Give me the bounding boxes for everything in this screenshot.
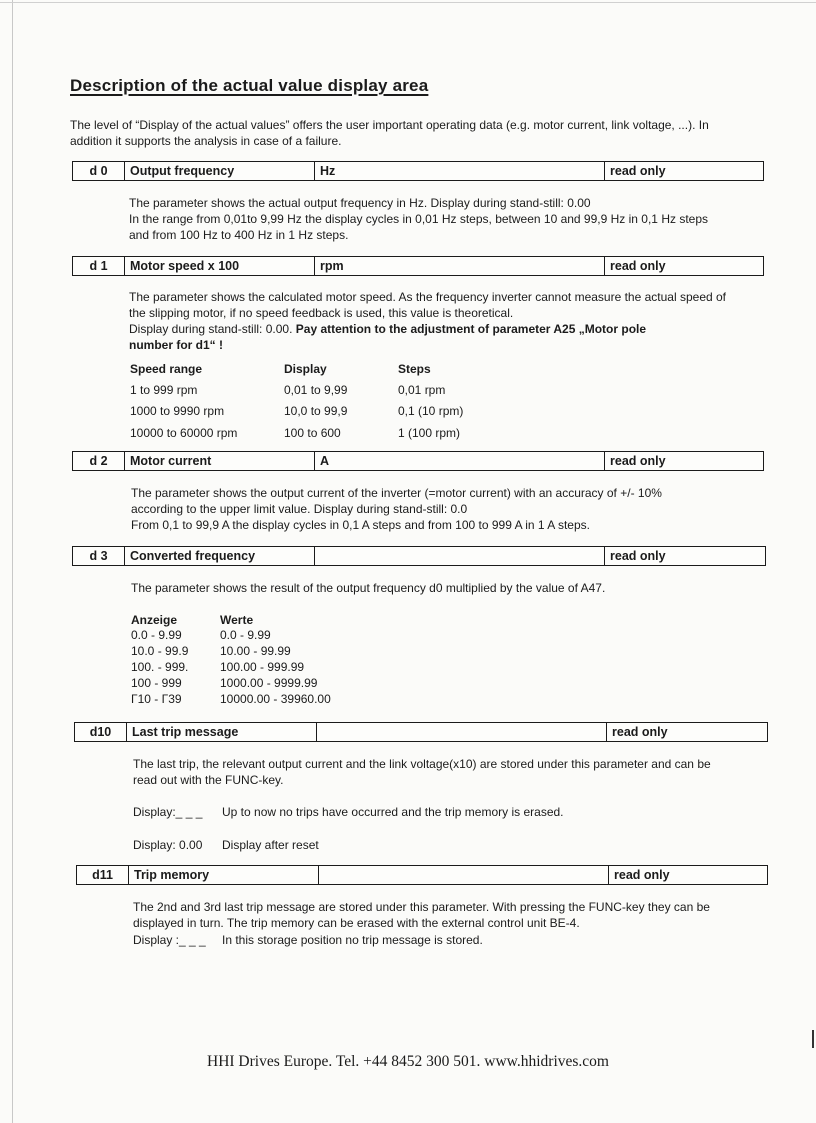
page-title: Description of the actual value display area (70, 76, 429, 95)
table-header: Werte (220, 613, 254, 627)
table-header: Display (284, 362, 327, 376)
table-cell: 1000.00 - 9999.99 (220, 676, 318, 690)
d1-note-bold: Pay attention to the adjustment of parameter A25 „Motor pole (295, 322, 647, 336)
table-header: Steps (398, 362, 431, 376)
d2-desc-2: according to the upper limit value. Display during stand-still: 0.0 (131, 502, 468, 516)
param-code: d 0 (73, 162, 125, 180)
table-cell: 100.00 - 999.99 (220, 660, 305, 674)
d11-desc-2: displayed in turn. The trip memory can be erased with the external control unit BE-4. (133, 916, 580, 930)
param-box-d3 (72, 546, 766, 566)
param-access: read only (614, 868, 670, 882)
param-code: d 2 (73, 452, 125, 470)
d10-display-1-label: Display:_ _ _ (133, 805, 203, 819)
d1-desc-3 (129, 321, 646, 337)
param-code: d10 (75, 723, 127, 741)
param-name: Last trip message (127, 723, 317, 741)
d1-desc-1: The parameter shows the calculated motor speed. As the frequency inverter cannot measure the actual speed of (129, 290, 727, 304)
d1-note-bold-2: number for d1“ ! (129, 338, 224, 352)
param-box-d1 (72, 256, 764, 276)
table-cell: 0.0 - 9.99 (131, 628, 182, 642)
table-cell: 0.0 - 9.99 (220, 628, 271, 642)
param-unit (317, 723, 607, 741)
table-cell: 100 to 600 (284, 426, 341, 440)
param-unit: A (315, 452, 605, 470)
d10-display-2-text: Display after reset (222, 838, 319, 852)
d0-desc-2: In the range from 0,01to 9,99 Hz the display cycles in 0,01 Hz steps, between 10 and 99,9 Hz in 0,1 Hz steps (129, 212, 708, 226)
param-unit (315, 547, 605, 565)
d11-display-1-label: Display :_ _ _ (133, 933, 206, 947)
param-access: read only (610, 259, 666, 273)
d0-desc-3: and from 100 Hz to 400 Hz in 1 Hz steps. (129, 228, 349, 242)
table-header: Anzeige (131, 613, 178, 627)
table-cell: 1 (100 rpm) (398, 426, 461, 440)
d10-display-1-text: Up to now no trips have occurred and the trip memory is erased. (222, 805, 564, 819)
param-code: d 1 (73, 257, 125, 275)
param-access: read only (612, 725, 668, 739)
param-box-d0 (72, 161, 764, 181)
param-box-d2 (72, 451, 764, 471)
table-cell: 10000 to 60000 rpm (130, 426, 238, 440)
page-edge-left (12, 0, 13, 1123)
param-unit: Hz (315, 162, 605, 180)
param-name: Motor current (125, 452, 315, 470)
margin-mark (812, 1030, 814, 1048)
table-cell: 10,0 to 99,9 (284, 404, 348, 418)
param-unit: rpm (315, 257, 605, 275)
param-name: Motor speed x 100 (125, 257, 315, 275)
param-access: read only (610, 549, 666, 563)
d11-desc-1: The 2nd and 3rd last trip message are stored under this parameter. With pressing the FUNC-key they can be (133, 900, 710, 914)
table-cell: Γ10 - Γ39 (131, 692, 182, 706)
table-cell: 10.0 - 99.9 (131, 644, 189, 658)
table-cell: 1000 to 9990 rpm (130, 404, 225, 418)
table-cell: 0,1 (10 rpm) (398, 404, 464, 418)
table-cell: 10000.00 - 39960.00 (220, 692, 331, 706)
table-cell: 10.00 - 99.99 (220, 644, 291, 658)
param-access: read only (610, 454, 666, 468)
table-cell: 100. - 999. (131, 660, 189, 674)
d3-desc-1: The parameter shows the result of the output frequency d0 multiplied by the value of A47. (131, 581, 606, 595)
table-cell: 0,01 to 9,99 (284, 383, 348, 397)
d10-display-2-label: Display: 0.00 (133, 838, 203, 852)
page-edge-top (0, 2, 816, 3)
param-code: d11 (77, 866, 129, 884)
page-footer: HHI Drives Europe. Tel. +44 8452 300 501. www.hhidrives.com (207, 1053, 609, 1070)
d0-desc-1: The parameter shows the actual output frequency in Hz. Display during stand-still: 0.00 (129, 196, 591, 210)
d1-desc-2: the slipping motor, if no speed feedback is used, this value is theoretical. (129, 306, 514, 320)
param-box-d11 (76, 865, 768, 885)
param-access: read only (610, 164, 666, 178)
d10-desc-1: The last trip, the relevant output current and the link voltage(x10) are stored under this parameter and can be (133, 757, 711, 771)
d10-desc-2: read out with the FUNC-key. (133, 773, 284, 787)
table-cell: 1 to 999 rpm (130, 383, 198, 397)
intro-line-1: The level of “Display of the actual values” offers the user important operating data (e.g. motor current, link voltage, ...). In (70, 118, 709, 132)
table-cell: 100 - 999 (131, 676, 182, 690)
param-unit (319, 866, 609, 884)
param-name: Converted frequency (125, 547, 315, 565)
table-header: Speed range (130, 362, 203, 376)
param-code: d 3 (73, 547, 125, 565)
table-cell: 0,01 rpm (398, 383, 446, 397)
d2-desc-1: The parameter shows the output current of the inverter (=motor current) with an accuracy of +/- 10% (131, 486, 662, 500)
d1-display-standstill: Display during stand-still: 0.00. (129, 322, 293, 336)
intro-line-2: addition it supports the analysis in case of a failure. (70, 134, 342, 148)
d2-desc-3: From 0,1 to 99,9 A the display cycles in 0,1 A steps and from 100 to 999 A in 1 A steps. (131, 518, 590, 532)
d11-display-1-text: In this storage position no trip message is stored. (222, 933, 483, 947)
param-box-d10 (74, 722, 768, 742)
param-name: Output frequency (125, 162, 315, 180)
param-name: Trip memory (129, 866, 319, 884)
